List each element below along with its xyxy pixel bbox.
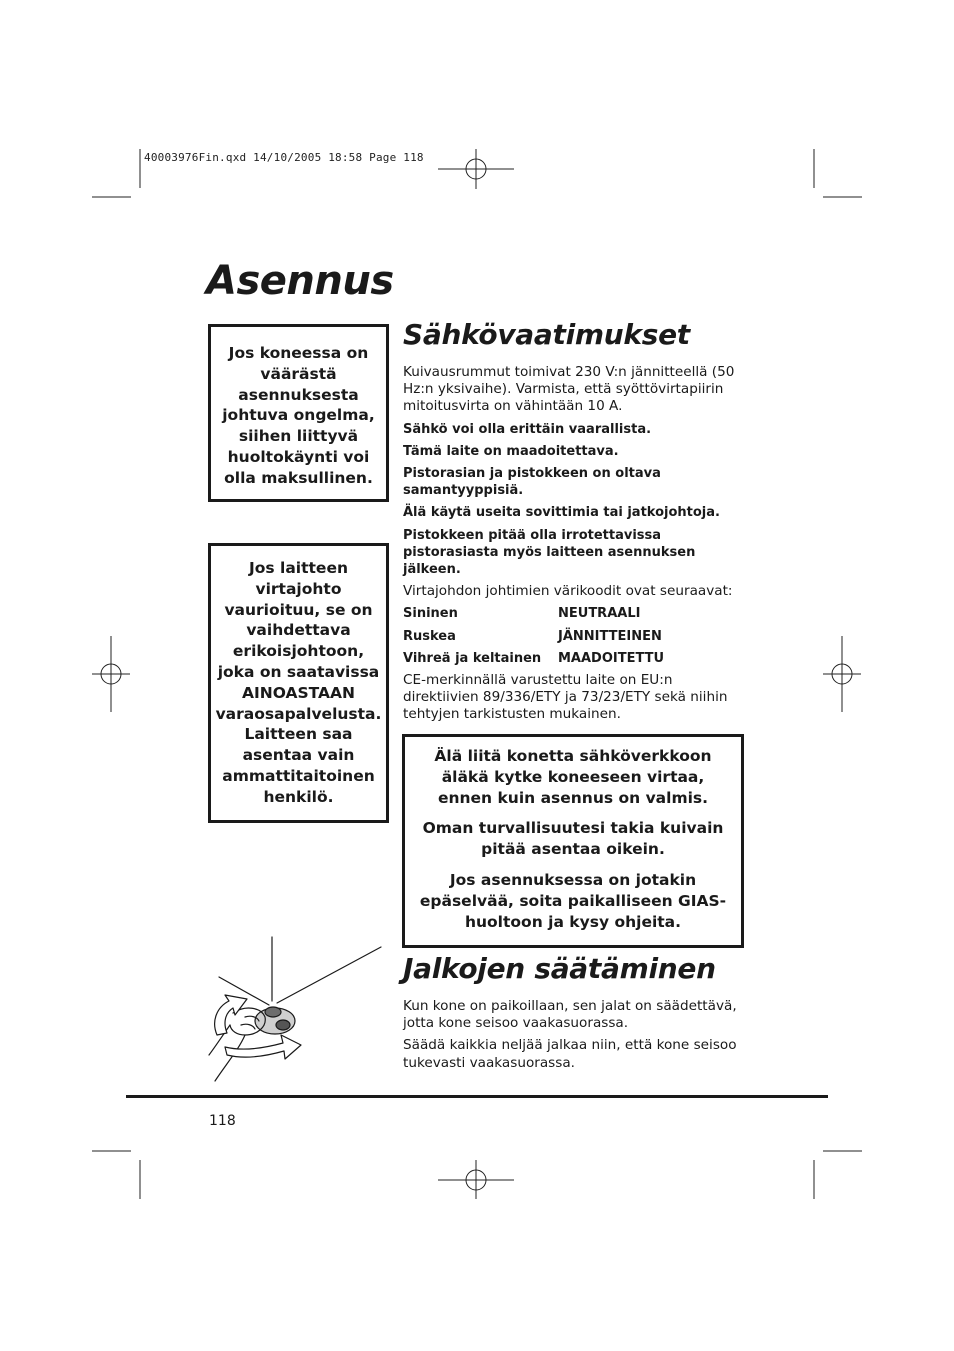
electrical-warning: Pistorasian ja pistokkeen on oltava samantyyppisiä. [403, 466, 661, 499]
note-line: olla maksullinen. [224, 468, 373, 487]
warning-paragraph: Jos asennuksessa on jotakin epäselvää, soita paikalliseen GIAS-huoltoon ja kysy ohjeita. [419, 870, 727, 931]
warning-paragraph: Oman turvallisuutesi takia kuivain pitää asentaa oikein. [422, 819, 724, 859]
note-line: huoltokäynti voi [227, 447, 370, 466]
electrical-warning: Sähkö voi olla erittäin vaarallista. [403, 421, 652, 437]
wire-color-meaning: NEUTRAALI [558, 606, 641, 622]
wire-color-name: Vihreä ja keltainen [403, 650, 542, 666]
note-line: Jos koneessa on [228, 344, 369, 362]
electrical-warning: Tämä laite on maadoitettava. [403, 443, 619, 459]
power-cord-note-box [208, 543, 389, 823]
installation-warning-box [402, 734, 744, 948]
feet-paragraph: Säädä kaikkia neljää jalkaa niin, että kone seisoo tukevasti vaakasuorassa. [403, 1037, 737, 1071]
feet-section-title: Jalkojen säätäminen [403, 952, 716, 985]
wire-color-intro: Virtajohdon johtimien värikoodit ovat seuraavat: [403, 583, 733, 600]
note-line: varaosapalvelusta. [215, 704, 382, 723]
note-line: joka on saatavissa [217, 662, 380, 681]
repair-cost-note-box [208, 324, 389, 502]
note-line: AINOASTAAN [242, 683, 355, 702]
electrical-section-body [403, 364, 748, 729]
note-line: väärästä [260, 364, 337, 383]
note-line: asennuksesta [238, 385, 359, 404]
note-line: ammattitaitoinen [222, 766, 375, 785]
note-line: Jos laitteen [248, 559, 348, 577]
warning-paragraph: Älä liitä konetta sähköverkkoon äläkä kytke koneeseen virtaa, ennen kuin asennus on valmis. [434, 747, 712, 807]
page-title: Asennus [206, 258, 394, 304]
note-line: Laitteen saa [244, 725, 353, 744]
note-line: virtajohto [255, 579, 342, 598]
feet-paragraph: Kun kone on paikoillaan, sen jalat on säädettävä, jotta kone seisoo vaakasuorassa. [403, 998, 737, 1032]
feet-section-body [403, 998, 748, 1077]
wire-color-table [403, 605, 748, 667]
wire-color-name: Sininen [403, 606, 458, 622]
electrical-warning: Pistokkeen pitää olla irrotettavissa pistorasiasta myös laitteen asennuksen jälkeen. [403, 527, 696, 578]
hand-adjusting-foot-icon [205, 935, 385, 1085]
page-number: 118 [209, 1113, 236, 1129]
note-line: henkilö. [263, 787, 334, 806]
electrical-warning: Älä käytä useita sovittimia tai jatkojohtoja. [403, 505, 720, 521]
footer-rule [126, 1095, 828, 1098]
note-line: vaurioituu, se on [224, 600, 373, 619]
electrical-intro: Kuivausrummut toimivat 230 V:n jännitteellä (50 Hz:n yksivaihe). Varmista, että syöttövirtapiirin mitoitusvirta on vähintään 10 A. [403, 364, 735, 415]
note-line: erikoisjohtoon, [232, 642, 365, 661]
wire-color-name: Ruskea [403, 628, 456, 644]
ce-note: CE-merkinnällä varustettu laite on EU:n direktiivien 89/336/ETY ja 73/23/ETY sekä niihin tehtyjen tarkistusten mukainen. [403, 672, 728, 723]
note-line: asentaa vain [242, 746, 355, 765]
note-line: johtuva ongelma, [222, 406, 375, 425]
note-line: siihen liittyvä [238, 427, 359, 446]
note-line: vaihdettava [246, 621, 351, 640]
file-slug: 40003976Fin.qxd 14/10/2005 18:58 Page 118 [144, 151, 424, 164]
wire-color-meaning: JÄNNITTEINEN [558, 628, 662, 644]
wire-color-meaning: MAADOITETTU [558, 650, 665, 666]
electrical-section-title: Sähkövaatimukset [403, 318, 690, 351]
